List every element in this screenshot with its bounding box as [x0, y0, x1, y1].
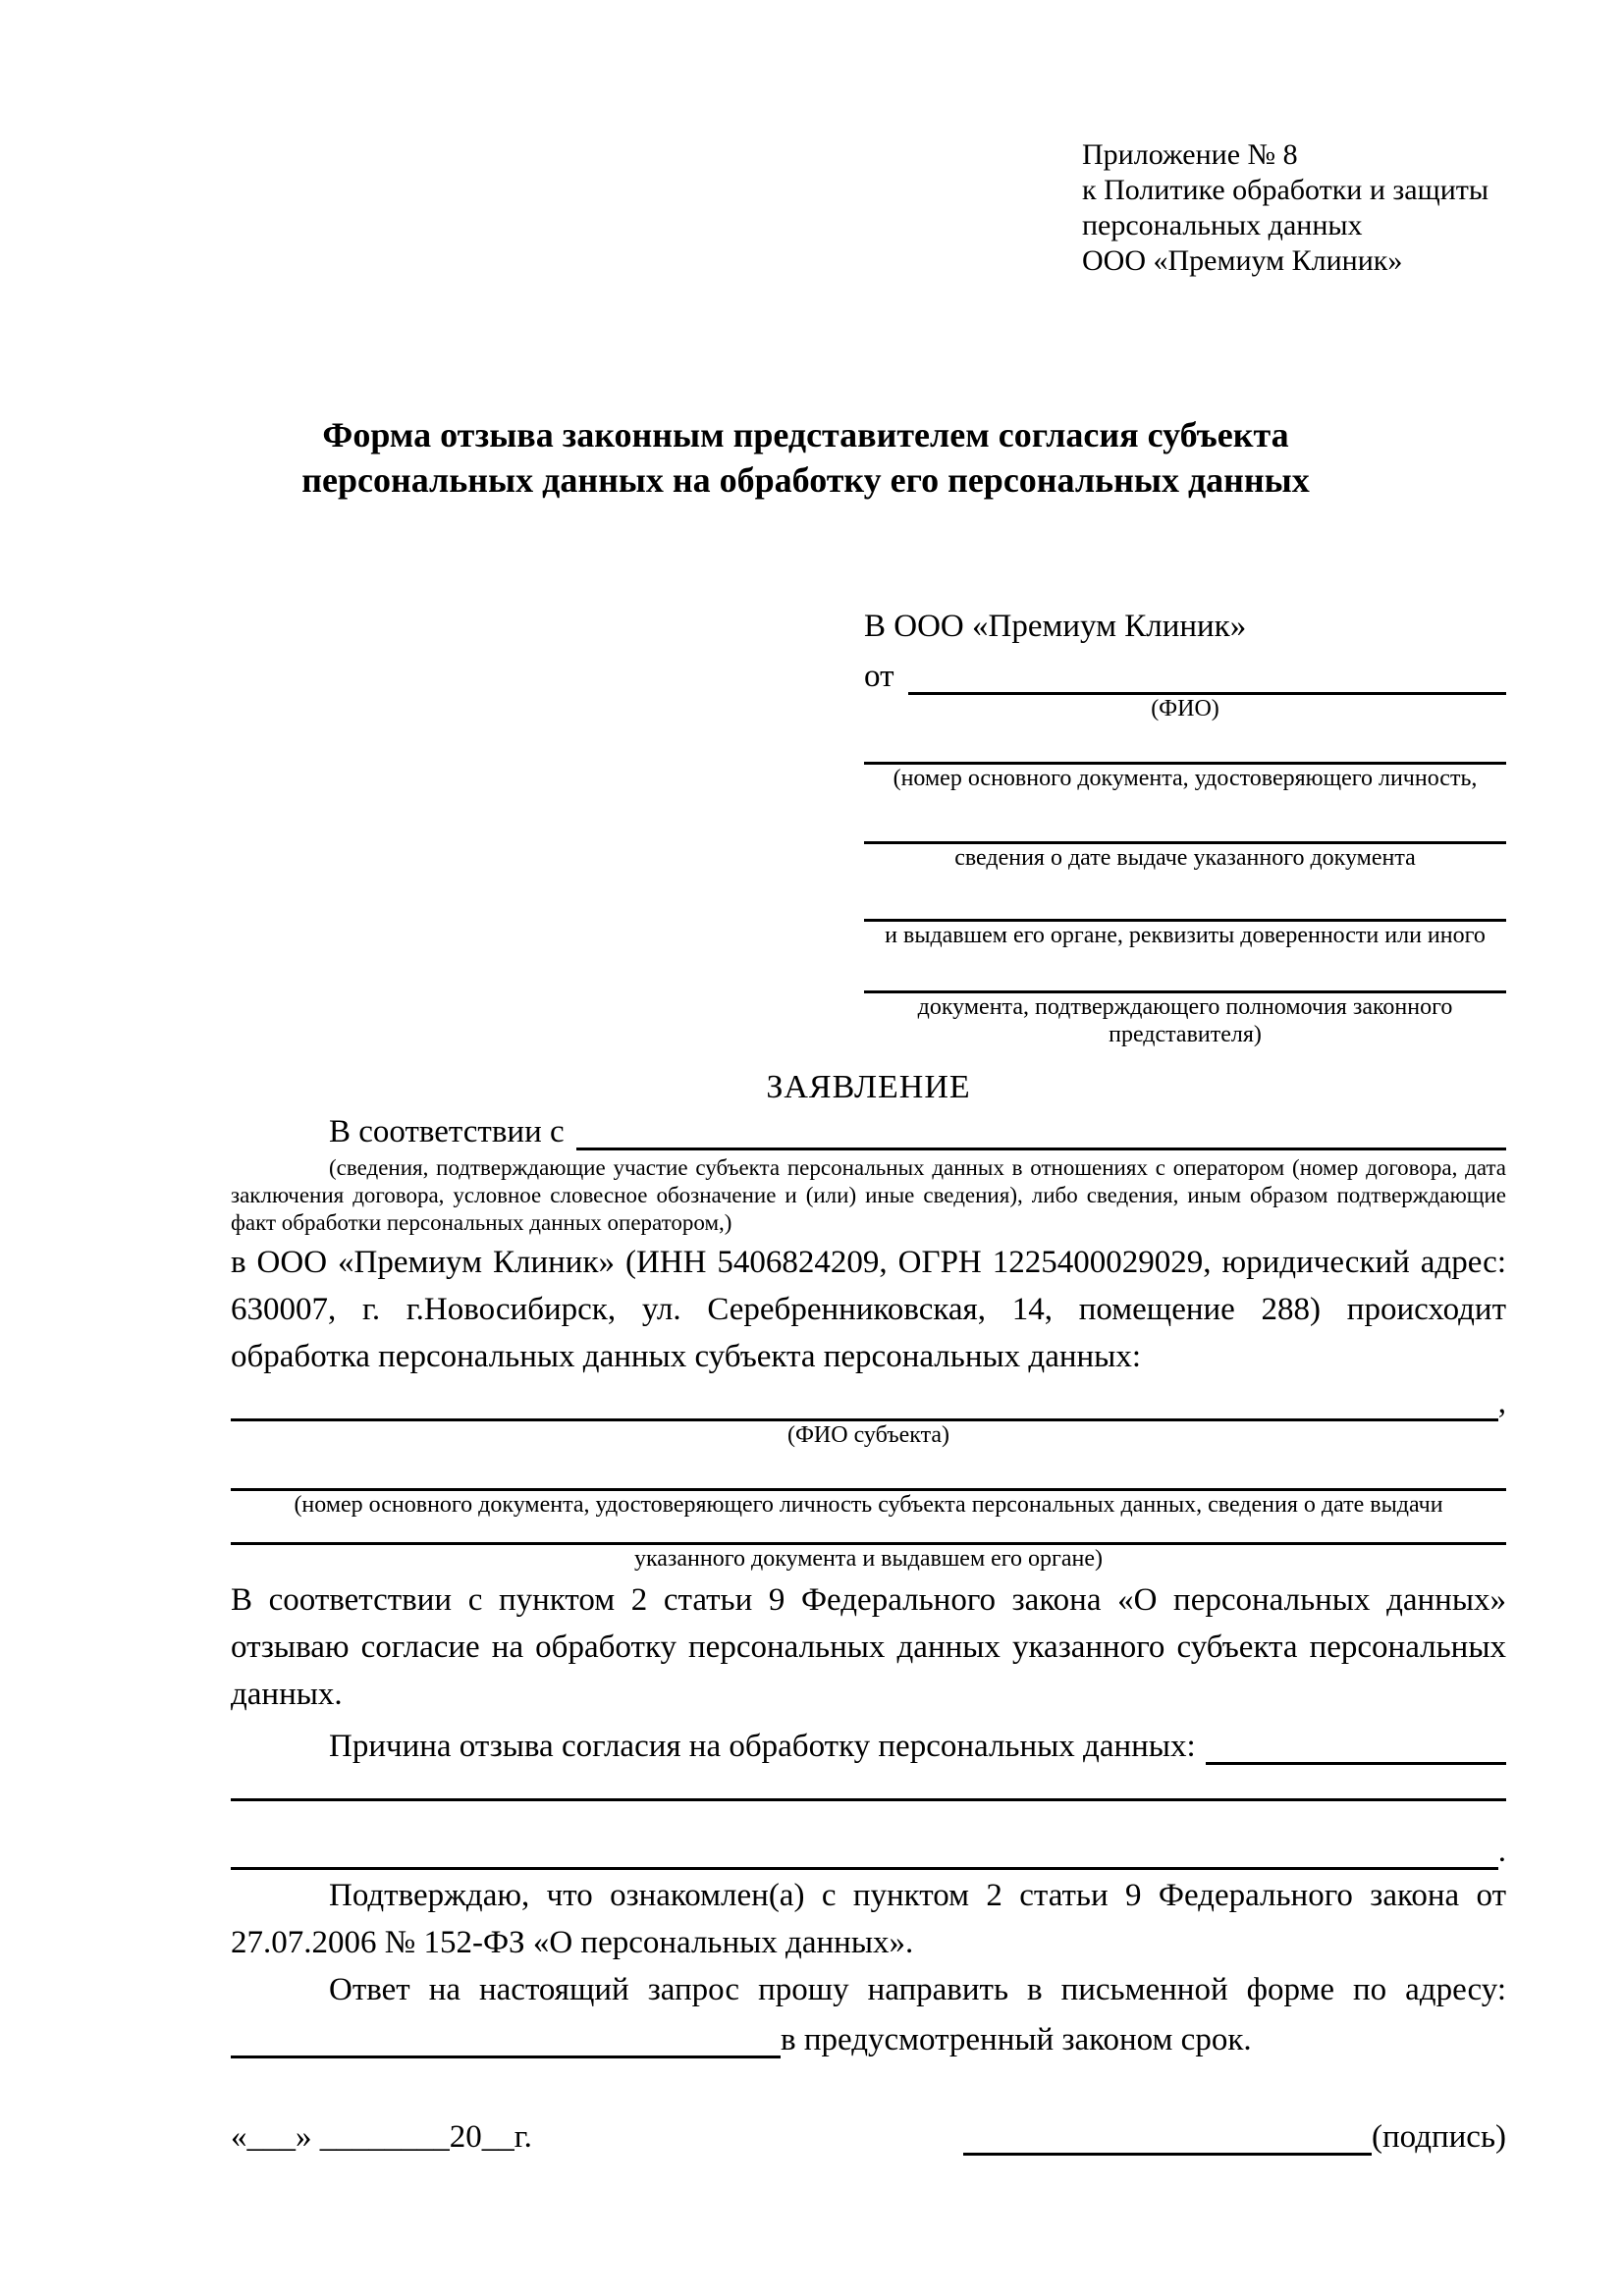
reason-blank-line-short: [1206, 1762, 1506, 1765]
reply-address-blank-line: [231, 2056, 781, 2058]
blank-line-caption: документа, подтверждающего полномочия законного представителя): [917, 994, 1453, 1047]
subject-fio-row: [231, 1382, 1506, 1421]
subject-document-caption: (номер основного документа, удостоверяющего личность субъекта персональных данных, сведения о дате выдачи: [294, 1492, 1443, 1518]
title-line: персональных данных на обработку его персональных данных: [301, 460, 1310, 500]
operator-paragraph: в ООО «Премиум Клиник» (ИНН 5406824209, ОГРН 1225400029029, юридический адрес: 630007, г. г.Новосибирск, ул. Серебренниковская, 14, помещение 288) происходит обработка персональных данных субъекта персональных данных:: [231, 1245, 1506, 1374]
reason-row: [231, 1718, 1506, 1765]
withdrawal-paragraph: В соответствии с пунктом 2 статьи 9 Федерального закона «О персональных данных» отзываю согласие на обработку персональных данных указанного субъекта персональных данных.: [231, 1582, 1506, 1712]
appendix-header: [1082, 137, 1506, 279]
confirmation-paragraph: Подтверждаю, что ознакомлен(а) с пунктом 2 статьи 9 Федерального закона от 27.07.2006 № 152-ФЗ «О персональных данных».: [231, 1878, 1506, 1960]
intro-footnote: (сведения, подтверждающие участие субъекта персональных данных в отношениях с оператором (номер договора, дата заключения договора, условное словесное обозначение и (или) иные сведения), либо сведения, иным образом подтверждающие факт обработки персональных данных оператором,): [231, 1155, 1506, 1235]
addressee-block: [864, 605, 1506, 1048]
statement-heading: ЗАЯВЛЕНИЕ: [766, 1069, 971, 1105]
statement-intro-row: [231, 1109, 1506, 1150]
appendix-line: Приложение № 8: [1082, 138, 1298, 171]
blank-line-caption: (номер основного документа, удостоверяющего личность,: [893, 766, 1478, 791]
footer-row: [231, 2119, 1506, 2156]
signature-block: [963, 2119, 1506, 2156]
intro-prefix: В соответствии с: [329, 1114, 565, 1149]
reply-address-row: [231, 2013, 1506, 2058]
subject-line-comma: ,: [1497, 1385, 1506, 1420]
reply-request-paragraph: Ответ на настоящий запрос прошу направить в письменной форме по адресу:: [329, 1972, 1506, 2007]
title-line: Форма отзыва законным представителем согласия субъекта: [322, 415, 1289, 454]
appendix-line: к Политике обработки и защиты: [1082, 174, 1489, 206]
reason-blank-line-2: [231, 1867, 1498, 1870]
subject-document-caption-2: указанного документа и выдавшем его органе): [633, 1546, 1104, 1572]
appendix-line: персональных данных: [1082, 209, 1363, 241]
date-template: «___» ________20__г.: [231, 2119, 532, 2155]
from-row: [864, 652, 1506, 695]
reason-blank-line-full: [231, 1798, 1506, 1801]
reply-suffix: в предусмотренный законом срок.: [781, 2022, 1252, 2057]
appendix-line: ООО «Премиум Клиник»: [1082, 244, 1403, 277]
blank-line-caption: сведения о дате выдаче указанного документа: [954, 845, 1416, 871]
basis-blank-line: [576, 1148, 1506, 1150]
reason-period: .: [1497, 1834, 1506, 1869]
reason-label: Причина отзыва согласия на обработку персональных данных:: [329, 1729, 1196, 1764]
addressee-to: В ООО «Премиум Клиник»: [864, 609, 1247, 644]
reason-row-end: [231, 1833, 1506, 1870]
blank-line-caption: и выдавшем его органе, реквизиты доверенности или иного: [885, 923, 1486, 948]
signature-caption: (подпись): [1372, 2119, 1506, 2155]
signature-blank-line: [963, 2153, 1372, 2156]
document-title: [231, 412, 1506, 503]
from-label: от: [864, 659, 894, 694]
fio-caption: (ФИО): [1151, 696, 1219, 721]
subject-fio-caption: (ФИО субъекта): [786, 1422, 950, 1448]
